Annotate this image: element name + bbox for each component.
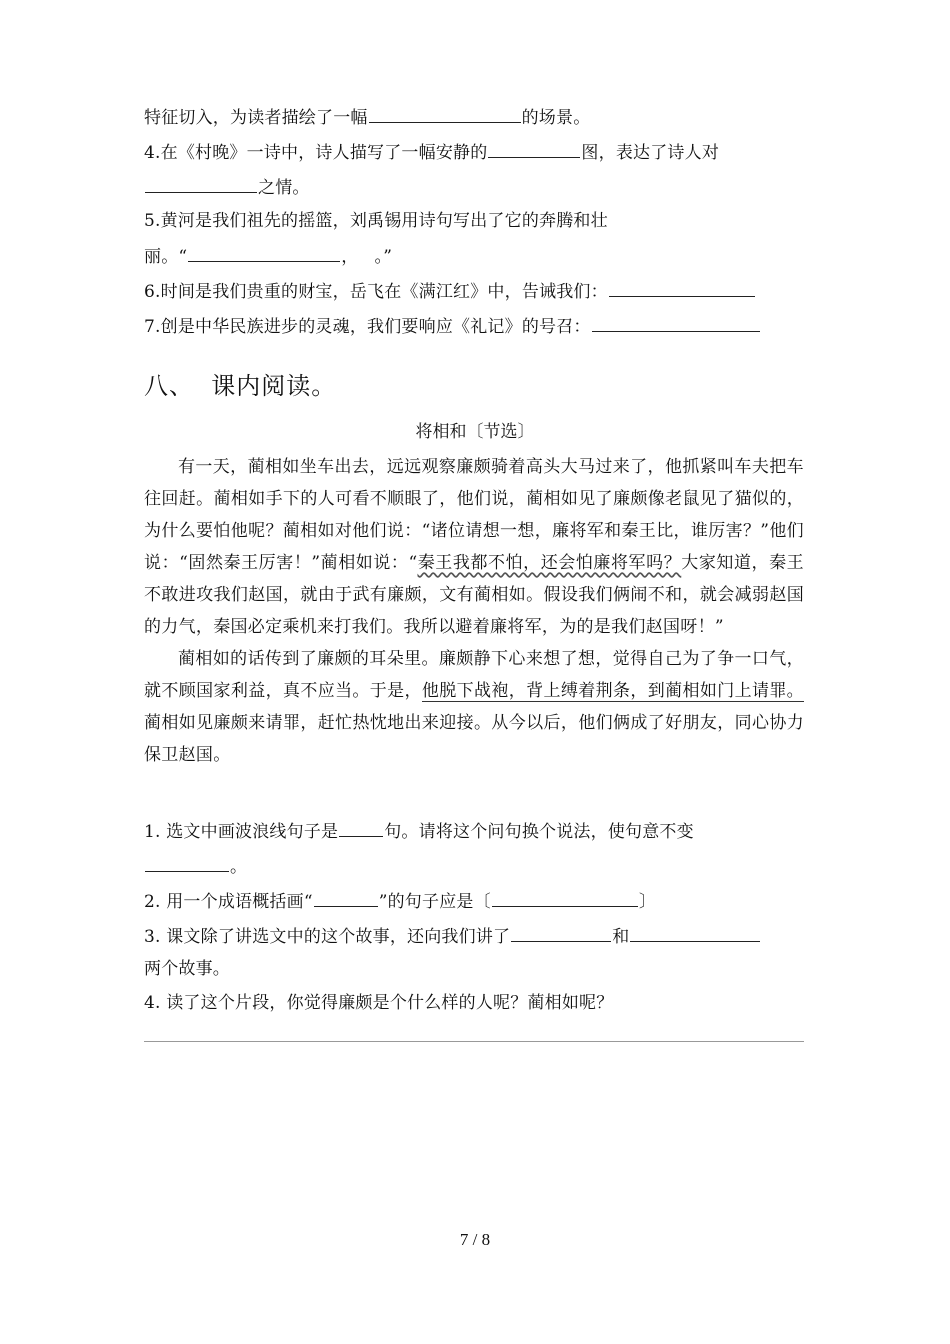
answer-blank[interactable] bbox=[592, 313, 760, 332]
passage-body bbox=[144, 451, 804, 771]
reading-question-4: 4. 读了这个片段，你觉得廉颇是个什么样的人呢？蔺相如呢？ bbox=[144, 993, 614, 1013]
question-4-cont: 之情。 bbox=[144, 174, 814, 200]
question-5: 5.黄河是我们祖先的摇篮，刘禹锡用诗句写出了它的奔腾和壮 bbox=[144, 211, 608, 231]
question-5-cont: 丽。“ ， 。” bbox=[144, 243, 814, 269]
reading-question-2: 2. 用一个成语概括画“ ”的句子应是〔 〕 bbox=[144, 888, 814, 914]
answer-blank[interactable] bbox=[609, 278, 755, 297]
section-heading: 八、 课内阅读。 bbox=[144, 372, 337, 400]
answer-blank[interactable] bbox=[314, 888, 378, 907]
reading-question-1: 1. 选文中画波浪线句子是 句。请将这个问句换个说法，使句意不变 bbox=[144, 818, 814, 844]
reading-question-3-cont: 两个故事。 bbox=[144, 959, 230, 979]
passage-title: 将相和〔节选〕 bbox=[415, 422, 535, 442]
question-7: 7.创是中华民族进步的灵魂，我们要响应《礼记》的号召： bbox=[144, 313, 814, 339]
page-number: 7 / 8 bbox=[459, 1230, 491, 1249]
reading-question-1-cont: 。 bbox=[144, 853, 814, 879]
paragraph-2: 蔺相如的话传到了廉颇的耳朵里。廉颇静下心来想了想，觉得自己为了争一口气，就不顾国家利益，真不应当。于是，他脱下战袍，背上缚着荆条，到蔺相如门上请罪。蔺相如见廉颇来请罪，赶忙热忱地出来迎接。从今以后，他们俩成了好朋友，同心协力保卫赵国。 bbox=[144, 649, 804, 765]
answer-blank[interactable] bbox=[630, 923, 760, 942]
answer-writing-line[interactable] bbox=[144, 1041, 804, 1042]
question-6: 6.时间是我们贵重的财宝，岳飞在《满江红》中，告诫我们： bbox=[144, 278, 814, 304]
answer-blank[interactable] bbox=[339, 818, 383, 837]
answer-blank[interactable] bbox=[145, 853, 229, 872]
answer-blank[interactable] bbox=[511, 923, 611, 942]
reading-question-3: 3. 课文除了讲选文中的这个故事，还向我们讲了 和 bbox=[144, 923, 814, 949]
answer-blank[interactable] bbox=[492, 888, 638, 907]
question-4: 4.在《村晚》一诗中，诗人描写了一幅安静的 图，表达了诗人对 bbox=[144, 139, 814, 165]
answer-blank[interactable] bbox=[369, 104, 521, 123]
wavy-underlined-sentence: 秦王我都不怕，还会怕廉将军吗？ bbox=[417, 553, 682, 573]
answer-blank[interactable] bbox=[488, 139, 580, 158]
question-3-tail: 特征切入，为读者描绘了一幅 的场景。 bbox=[144, 104, 814, 130]
answer-blank[interactable] bbox=[188, 243, 340, 262]
paragraph-1: 有一天，蔺相如坐车出去，远远观察廉颇骑着高头大马过来了，他抓紧叫车夫把车往回赶。蔺相如手下的人可看不顺眼了，他们说，蔺相如见了廉颇像老鼠见了猫似的，为什么要怕他呢？蔺相如对他们说：“诸位请想一想，廉将军和秦王比，谁厉害？”他们说：“固然秦王厉害！”蔺相如说：“秦王我都不怕，还会怕廉将军吗？大家知道，秦王不敢进攻我们赵国，就由于武有廉颇，文有蔺相如。假设我们俩闹不和，就会减弱赵国的力气，秦国必定乘机来打我们。我所以避着廉将军，为的是我们赵国呀！” bbox=[144, 457, 804, 637]
underlined-sentence: 他脱下战袍，背上缚着荆条，到蔺相如门上请罪。 bbox=[421, 681, 804, 701]
answer-blank[interactable] bbox=[145, 174, 257, 193]
